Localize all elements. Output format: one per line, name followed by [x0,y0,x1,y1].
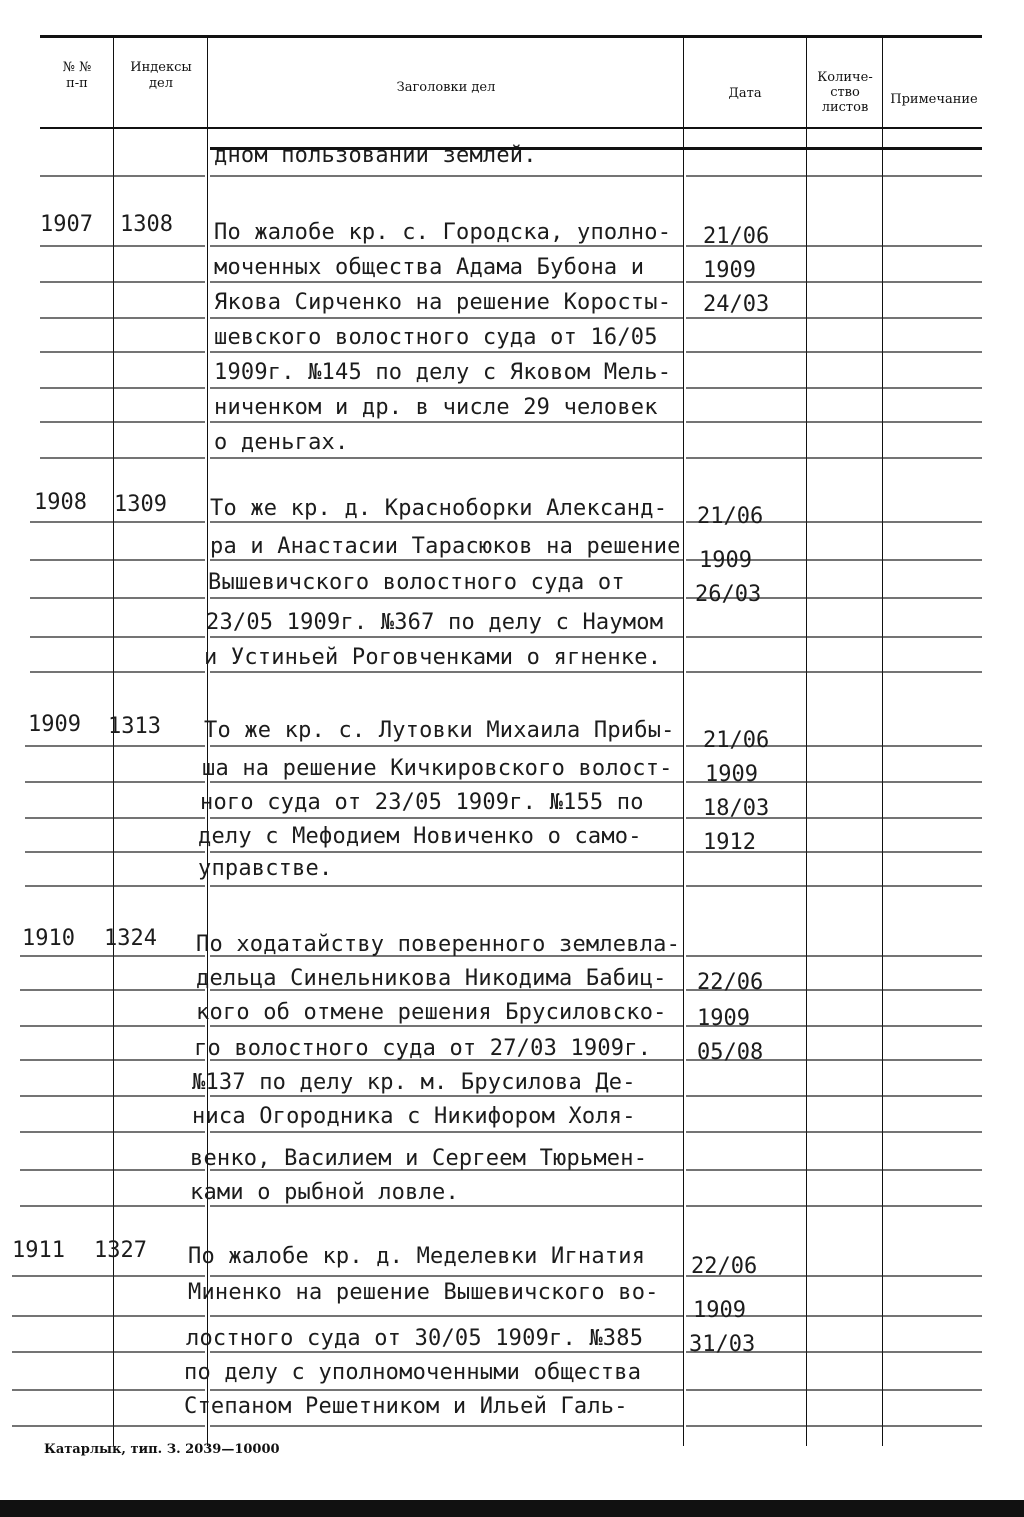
entry-date: 31/03 [689,1332,756,1357]
entry-title-line: управстве. [198,856,333,881]
header-note: Примечание [890,92,978,107]
entry-title-line: То же кр. с. Лутовки Михаила Прибы- [204,718,675,743]
entry-title-line: о деньгах. [214,430,349,455]
entry-number: 1908 [34,490,87,515]
entry-number: 1910 [22,926,75,951]
entry-date: 21/06 [697,504,764,529]
entry-date: 1909 [699,548,752,573]
entry-title-line: По жалобе кр. д. Меделевки Игнатия [188,1244,646,1269]
entry-title-line: Якова Сирченко на решение Коросты- [214,290,672,315]
entry-index: 1308 [120,212,173,237]
entry-title-line: лостного суда от 30/05 1909г. №385 [186,1326,644,1351]
entry-date: 22/06 [697,970,764,995]
entry-date: 26/03 [695,582,762,607]
entry-title-line: ками о рыбной ловле. [190,1180,459,1205]
entry-date: 1909 [705,762,758,787]
entry-title-line: венко, Василием и Сергеем Тюрьмен- [190,1146,648,1171]
header-title: Заголовки дел [396,80,496,95]
entry-date: 18/03 [703,796,770,821]
entry-title-line: 1909г. №145 по делу с Яковом Мель- [214,360,672,385]
entry-title-line: кого об отмене решения Брусиловско- [196,1000,667,1025]
entry-title-line: ра и Анастасии Тарасюков на решение [210,534,681,559]
entry-date: 24/03 [703,292,770,317]
header-index: Индексы дел [130,60,192,91]
entry-title-line: ниса Огородника с Никифором Холя- [192,1104,636,1129]
entry-date: 21/06 [703,728,770,753]
entry-number: 1911 [12,1238,65,1263]
entry-title-line: шевского волостного суда от 16/05 [214,325,658,350]
entry-title-line: По ходатайству поверенного землевла- [196,932,681,957]
entry-title-line: дельца Синельникова Никодима Бабиц- [196,966,667,991]
entry-date: 05/08 [697,1040,764,1065]
entry-date: 22/06 [691,1254,758,1279]
entry-title-line: по делу с уполномоченными общества [184,1360,642,1385]
entry-index: 1313 [108,714,161,739]
header-number: № № п-п [62,60,92,91]
scan-edge-bar [0,1500,1024,1517]
entry-title-line: То же кр. д. Красноборки Александ- [210,496,668,521]
entry-title-line: и Устиньей Роговченками о ягненке. [204,645,662,670]
entry-number: 1907 [40,212,93,237]
entry-title-line: Вышевичского волостного суда от [208,570,625,595]
entry-title-line: 23/05 1909г. №367 по делу с Наумом [206,610,664,635]
header-date: Дата [728,86,762,101]
entry-title-line: Миненко на решение Вышевичского во- [188,1280,659,1305]
entry-index: 1324 [104,926,157,951]
entry-title-line: ного суда от 23/05 1909г. №155 по [200,790,644,815]
entry-date: 1909 [697,1006,750,1031]
entry-index: 1327 [94,1238,147,1263]
header-sheets: Количе- ство листов [817,70,873,115]
entry-title-line: ниченком и др. в числе 29 человек [214,395,658,420]
entry-number: 1909 [28,712,81,737]
entry-title-line: №137 по делу кр. м. Брусилова Де- [192,1070,636,1095]
entry-title-line: ша на решение Кичкировского волост- [202,756,673,781]
entry-index: 1309 [114,492,167,517]
entry-date: 1909 [703,258,756,283]
entry-title-line: го волостного суда от 27/03 1909г. [194,1036,652,1061]
entry-date: 1909 [693,1298,746,1323]
entry-date: 1912 [703,830,756,855]
entry-date: 21/06 [703,224,770,249]
entry-title-line: моченных общества Адама Бубона и [214,255,645,280]
printer-imprint: Катарлык, тип. З. 2039—10000 [44,1442,280,1457]
entry-title-line: делу с Мефодием Новиченко о само- [198,824,642,849]
continuation-line: дном пользовании землей. [214,143,537,168]
entry-title-line: Степаном Решетником и Ильей Галь- [184,1394,628,1419]
entry-title-line: По жалобе кр. с. Городска, уполно- [214,220,672,245]
